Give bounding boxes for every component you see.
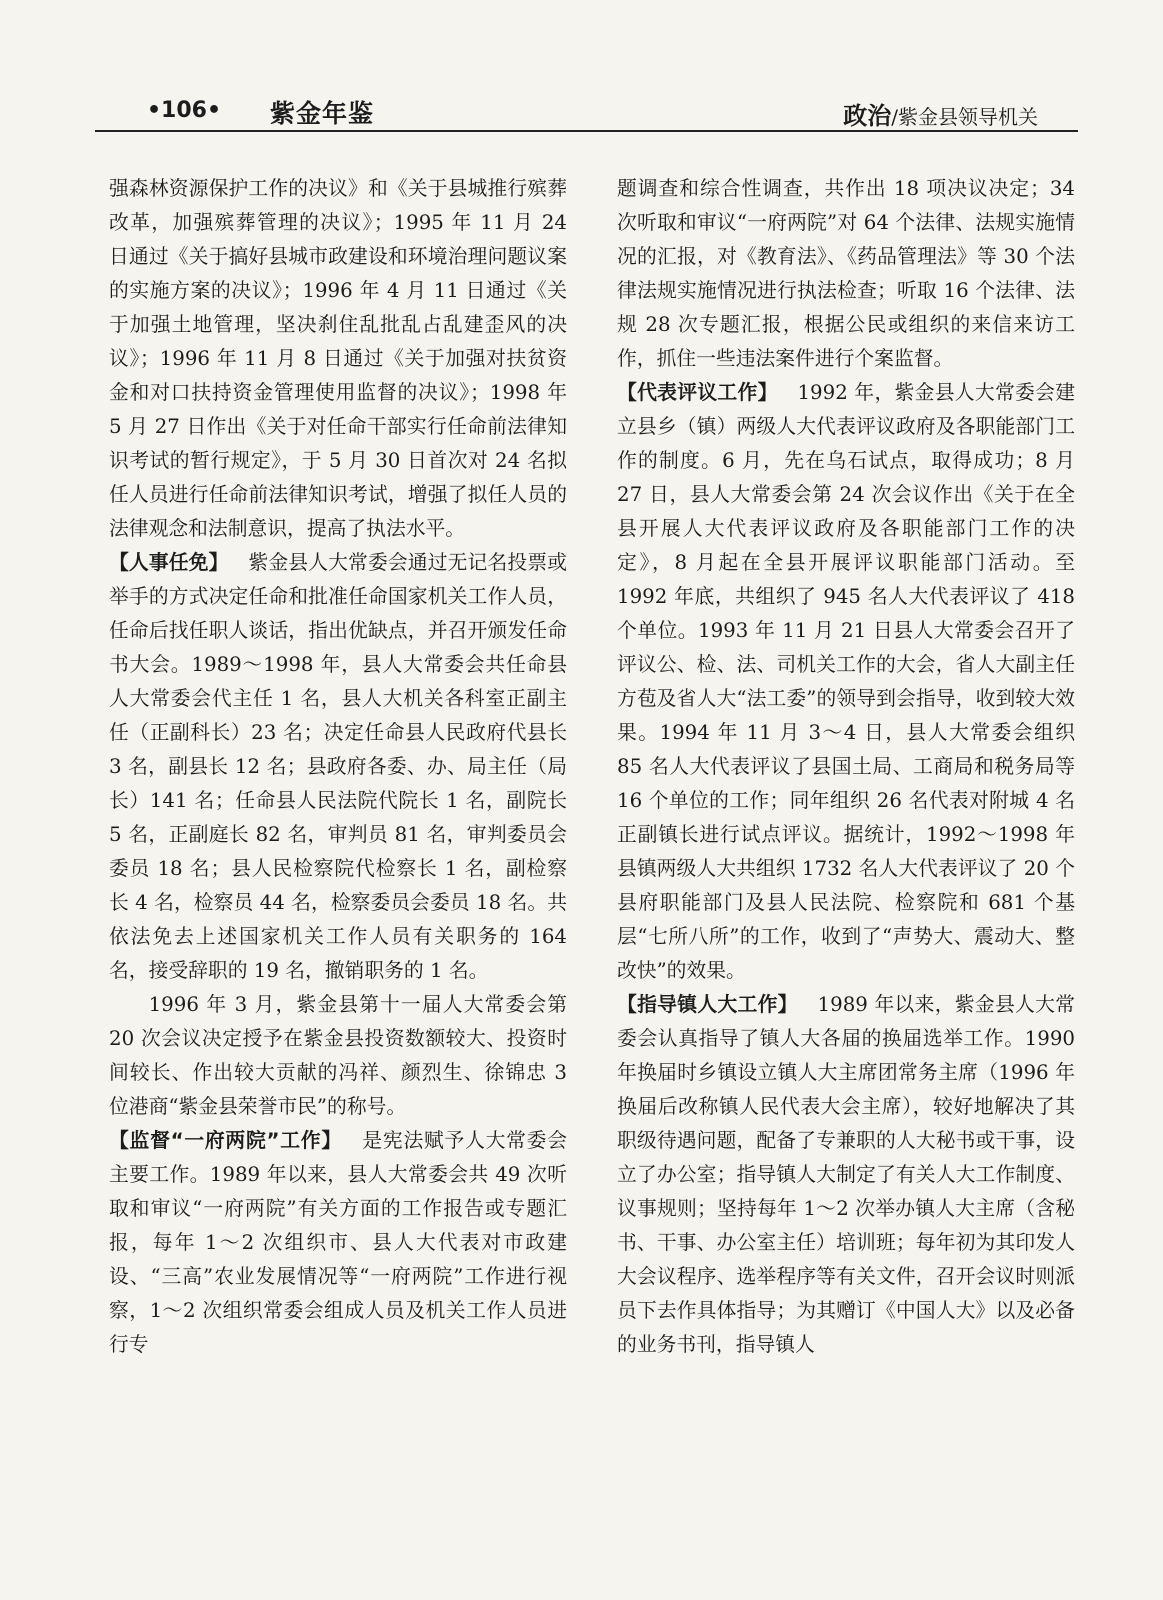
section-name: 政治 [843, 102, 892, 130]
header-rule [95, 130, 1078, 132]
left-column [109, 172, 567, 1362]
running-header [95, 92, 1078, 132]
right-column [617, 172, 1075, 1362]
paragraph: 强森林资源保护工作的决议》和《关于县城推行殡葬改革，加强殡葬管理的决议》；1995 年 11 月 24 日通过《关于搞好县城市政建设和环境治理问题议案的实施方案的决议》；1996 年 4 月 11 日通过《关于加强土地管理，坚决刹住乱批乱占乱建歪风的决议》；1996 年 11 月 8 日通过《关于加强对扶贫资金和对口扶持资金管理使用监督的决议》；1998 年 5 月 27 日作出《关于对任命干部实行任命前法律知识考试的暂行规定》，于 5 月 30 日首次对 24 名拟任人员进行任命前法律知识考试，增强了拟任人员的法律观念和法制意识，提高了执法水平。 [109, 177, 567, 540]
paragraph-text: 1992 年，紫金县人大常委会建立县乡（镇）两级人大代表评议政府及各职能部门工作的制度。6 月，先在乌石试点，取得成功；8 月 27 日，县人大常委会第 24 次会议作出《关于在全县开展人大代表评议政府及各职能部门工作的决定》，8 月起在全县开展评议职能部门活动。至 1992 年底，共组织了 945 名人大代表评议了 418 个单位。1993 年 11 月 21 日县人大常委会召开了评议公、检、法、司机关工作的大会，省人大副主任方苞及省人大“法工委”的领导到会指导，收到较大效果。1994 年 11 月 3～4 日，县人大常委会组织 85 名人大代表评议了县国土局、工商局和税务局等 16 个单位的工作；同年组织 26 名代表对附城 4 名正副镇长进行试点评议。据统计，1992～1998 年县镇两级人大共组织 1732 名人大代表评议了 20 个县府职能部门及县人民法院、检察院和 681 个基层“七所八所”的工作，收到了“声势大、震动大、整改快”的效果。 [617, 381, 1075, 982]
section-title [843, 96, 1038, 131]
paragraph-text: 紫金县人大常委会通过无记名投票或举手的方式决定任命和批准任命国家机关工作人员，任命后找任职人谈话，指出优缺点，并召开颁发任命书大会。1989～1998 年，县人大常委会共任命县人大常委会代主任 1 名，县人大机关各科室正副主任（正副科长）23 名；决定任命县人民政府代县长 3 名，副县长 12 名；县政府各委、办、局主任（局长）141 名；任命县人民法院代院长 1 名，副院长 5 名，正副庭长 82 名，审判员 81 名，审判委员会委员 18 名；县人民检察院代检察长 1 名，副检察长 4 名，检察员 44 名，检察委员会委员 18 名。共依法免去上述国家机关工作人员有关职务的 164 名，接受辞职的 19 名，撤销职务的 1 名。 [109, 551, 567, 982]
section-heading: 【人事任免】 [109, 551, 229, 574]
subsection-name: /紫金县领导机关 [891, 105, 1038, 129]
section-heading: 【指导镇人大工作】 [617, 993, 798, 1016]
paragraph [109, 1124, 567, 1362]
paragraph [617, 988, 1075, 1362]
section-heading: 【监督“一府两院”工作】 [109, 1129, 342, 1152]
paragraph-text: 1989 年以来，紫金县人大常委会认真指导了镇人大各届的换届选举工作。1990 年换届时乡镇设立镇人大主席团常务主席（1996 年换届后改称镇人民代表大会主席），较好地解决了其职级待遇问题，配备了专兼职的人大秘书或干事，设立了办公室；指导镇人大制定了有关人大工作制度、议事规则；坚持每年 1～2 次举办镇人大主席（含秘书、干事、办公室主任）培训班；每年初为其印发人大会议程序、选举程序等有关文件，召开会议时则派员下去作具体指导；为其赠订《中国人大》以及必备的业务书刊，指导镇人 [617, 993, 1075, 1356]
paragraph [617, 376, 1075, 988]
paragraph [109, 546, 567, 988]
page-number: •106• [147, 98, 222, 123]
paragraph: 1996 年 3 月，紫金县第十一届人大常委会第 20 次会议决定授予在紫金县投资数额较大、投资时间较长、作出较大贡献的冯祥、颜烈生、徐锦忠 3 位港商“紫金县荣誉市民”的称号。 [109, 993, 567, 1118]
section-heading: 【代表评议工作】 [617, 381, 778, 404]
book-title: 紫金年鉴 [270, 99, 375, 128]
paragraph: 题调查和综合性调查，共作出 18 项决议决定；34 次听取和审议“一府两院”对 64 个法律、法规实施情况的汇报，对《教育法》、《药品管理法》等 30 个法律法规实施情况进行执法检查；听取 16 个法律、法规 28 次专题汇报，根据公民或组织的来信来访工作，抓住一些违法案件进行个案监督。 [617, 177, 1075, 370]
paragraph-text: 是宪法赋予人大常委会主要工作。1989 年以来，县人大常委会共 49 次听取和审议“一府两院”有关方面的工作报告或专题汇报，每年 1～2 次组织市、县人大代表对市政建设、“三高”农业发展情况等“一府两院”工作进行视察，1～2 次组织常委会组成人员及机关工作人员进行专 [109, 1129, 567, 1356]
